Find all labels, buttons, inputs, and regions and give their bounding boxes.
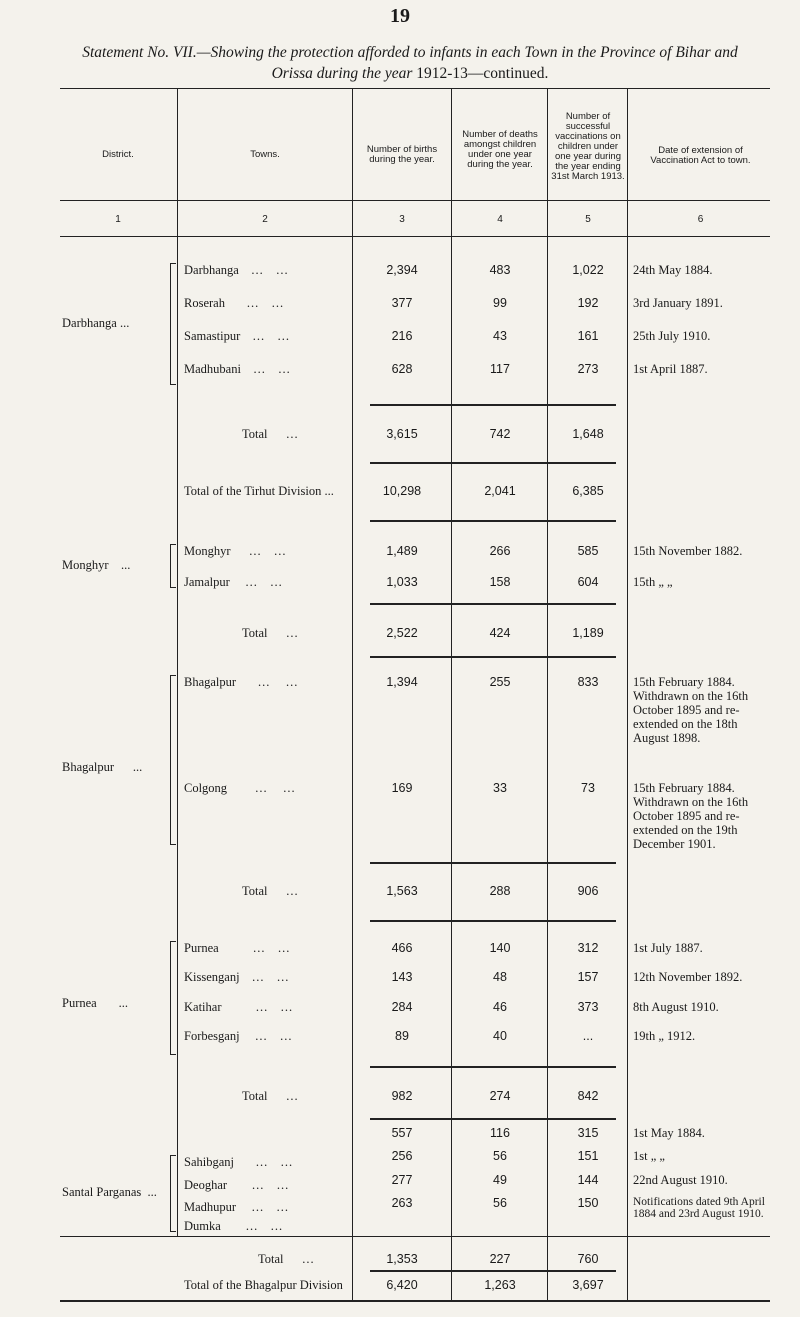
deaths-total-cell: 742 — [489, 427, 511, 441]
deaths-cell: 56 — [493, 1149, 507, 1163]
total-rule — [370, 1118, 616, 1120]
total-rule — [370, 862, 616, 864]
vaccinations-cell: 150 — [577, 1196, 599, 1210]
births-total-cell: 1,563 — [386, 884, 418, 898]
header-births: Number of births during the year. — [366, 144, 438, 165]
extension-date-cell: 19th „ 1912. — [633, 1029, 696, 1043]
births-cell: 1,033 — [386, 575, 418, 589]
col-divider-2 — [352, 1236, 353, 1300]
town-name: Deoghar ... ... — [184, 1178, 290, 1192]
births-cell: 277 — [391, 1173, 413, 1187]
extension-date-cell: 1st „ „ — [633, 1149, 665, 1163]
col-divider-1 — [177, 88, 178, 1236]
deaths-cell: 99 — [493, 296, 507, 310]
vaccinations-cell: 373 — [577, 1000, 599, 1014]
district-brace — [170, 675, 176, 845]
col-number-2: 2 — [262, 214, 268, 225]
deaths-cell: 117 — [490, 362, 510, 376]
births-cell: 628 — [391, 362, 413, 376]
births-cell: 1,489 — [386, 544, 418, 558]
deaths-cell: 255 — [489, 675, 511, 689]
vaccinations-total-cell: 760 — [577, 1252, 599, 1266]
header-deaths: Number of deaths amongst children under one year during the year. — [462, 129, 538, 170]
births-cell: 557 — [391, 1126, 413, 1140]
division-total-label: Total of the Tirhut Division ... — [184, 484, 334, 498]
births-cell: 143 — [391, 970, 413, 984]
header-district: District. — [102, 149, 134, 160]
col-divider-3 — [451, 88, 452, 1236]
town-name: Sahibganj ... ... — [184, 1155, 294, 1169]
vaccinations-total-cell: 1,189 — [572, 626, 604, 640]
town-name: Roserah ... ... — [184, 296, 285, 310]
extension-date-cell: 15th February 1884. Withdrawn on the 16th October 1895 and re-extended on the 18th August 1898. — [633, 675, 749, 745]
town-name: Monghyr ... ... — [184, 544, 287, 558]
births-total-cell: 2,522 — [386, 626, 418, 640]
division-total-label: Total of the Bhagalpur Division — [184, 1278, 343, 1292]
district-purnea: Purnea ... — [62, 996, 128, 1010]
total-rule — [370, 520, 616, 522]
deaths-cell: 140 — [489, 941, 511, 955]
deaths-total-cell: 288 — [489, 884, 511, 898]
total-rule — [370, 656, 616, 658]
births-total-cell: 10,298 — [382, 484, 422, 498]
town-name: Bhagalpur ... ... — [184, 675, 299, 689]
deaths-cell: 483 — [489, 263, 511, 277]
deaths-cell: 40 — [493, 1029, 507, 1043]
total-rule — [370, 462, 616, 464]
births-cell: 1,394 — [386, 675, 418, 689]
extension-date-cell: 15th „ „ — [633, 575, 673, 589]
col-number-1: 1 — [115, 214, 121, 225]
table-bottom-rule — [60, 1236, 770, 1237]
page-bottom-rule — [60, 1300, 770, 1302]
title-line-1: Statement No. VII.—Showing the protection afforded to infants in each Town in the Province of Bihar and — [82, 44, 738, 61]
deaths-total-cell: 274 — [489, 1089, 511, 1103]
vaccinations-total-cell: 906 — [577, 884, 599, 898]
births-total-cell: 3,615 — [386, 427, 418, 441]
vaccinations-cell: 312 — [577, 941, 599, 955]
vaccinations-cell: 833 — [577, 675, 599, 689]
births-cell: 377 — [391, 296, 413, 310]
deaths-cell: 33 — [493, 781, 507, 795]
town-name: Forbesganj ... ... — [184, 1029, 293, 1043]
town-name: Colgong ... ... — [184, 781, 296, 795]
extension-date-cell: 25th July 1910. — [633, 329, 711, 343]
col-number-4: 4 — [497, 214, 503, 225]
births-cell: 89 — [395, 1029, 409, 1043]
vaccinations-cell: ... — [582, 1029, 594, 1043]
births-cell: 216 — [391, 329, 413, 343]
col-number-3: 3 — [399, 214, 405, 225]
town-name: Kissenganj ... ... — [184, 970, 290, 984]
col-divider-5 — [627, 1236, 628, 1300]
district-brace — [170, 544, 176, 588]
vaccinations-cell: 273 — [577, 362, 599, 376]
vaccinations-cell: 144 — [577, 1173, 599, 1187]
col-number-5: 5 — [585, 214, 591, 225]
vaccinations-cell: 161 — [577, 329, 599, 343]
deaths-cell: 116 — [490, 1126, 510, 1140]
town-name: Dumka ... ... — [184, 1219, 284, 1233]
town-name: Darbhanga ... ... — [184, 263, 289, 277]
deaths-cell: 48 — [493, 970, 507, 984]
title-line-2-plain: 1912-13—continued. — [416, 65, 549, 82]
deaths-total-cell: 227 — [489, 1252, 511, 1266]
births-cell: 284 — [391, 1000, 413, 1014]
district-monghyr: Monghyr ... — [62, 558, 131, 572]
town-name: Jamalpur ... ... — [184, 575, 283, 589]
deaths-cell: 266 — [489, 544, 511, 558]
town-name: Katihar ... ... — [184, 1000, 294, 1014]
header-rule — [60, 200, 770, 201]
col-divider-2 — [352, 88, 353, 1236]
vaccinations-cell: 604 — [577, 575, 599, 589]
total-label: Total ... — [242, 626, 299, 640]
total-rule — [370, 920, 616, 922]
extension-date-cell: 15th November 1882. — [633, 544, 743, 558]
total-rule — [370, 1066, 616, 1068]
extension-date-cell: 24th May 1884. — [633, 263, 713, 277]
page-number: 19 — [390, 5, 410, 27]
extension-date-cell: 3rd January 1891. — [633, 296, 723, 310]
colno-rule — [60, 236, 770, 237]
vaccinations-total-cell: 1,648 — [572, 427, 604, 441]
vaccinations-cell: 1,022 — [572, 263, 604, 277]
town-name: Purnea ... ... — [184, 941, 291, 955]
vaccinations-cell: 157 — [577, 970, 599, 984]
table-top-rule — [60, 88, 770, 89]
vaccinations-cell: 585 — [577, 544, 599, 558]
births-cell: 466 — [391, 941, 413, 955]
extension-date-cell: 15th February 1884. Withdrawn on the 16th October 1895 and re-extended on the 19th December 1901. — [633, 781, 749, 851]
extension-date-cell: 8th August 1910. — [633, 1000, 719, 1014]
extension-date-cell: 22nd August 1910. — [633, 1173, 728, 1187]
page-title — [60, 42, 760, 84]
deaths-cell: 158 — [489, 575, 511, 589]
title-line-2-italic: Orissa during the year — [271, 65, 417, 82]
births-cell: 263 — [391, 1196, 413, 1210]
total-rule — [370, 603, 616, 605]
vaccinations-cell: 315 — [577, 1126, 599, 1140]
vaccinations-cell: 73 — [581, 781, 595, 795]
col-divider-4 — [547, 1236, 548, 1300]
district-brace — [170, 941, 176, 1055]
vaccinations-total-cell: 842 — [577, 1089, 599, 1103]
col-divider-4 — [547, 88, 548, 1236]
col-number-6: 6 — [697, 214, 704, 225]
total-label: Total ... — [242, 884, 299, 898]
district-bhagalpur: Bhagalpur ... — [62, 760, 143, 774]
total-label: Total ... — [258, 1252, 315, 1266]
total-label: Total ... — [242, 1089, 299, 1103]
extension-date-cell: 1st May 1884. — [633, 1126, 705, 1140]
district-santal-parganas: Santal Parganas ... — [62, 1185, 157, 1199]
vaccinations-cell: 151 — [577, 1149, 599, 1163]
births-cell: 169 — [391, 781, 413, 795]
births-total-cell: 982 — [391, 1089, 413, 1103]
deaths-total-cell: 2,041 — [484, 484, 516, 498]
district-brace — [170, 1155, 176, 1232]
deaths-cell: 49 — [493, 1173, 507, 1187]
total-rule — [370, 1270, 616, 1272]
total-label: Total ... — [242, 427, 299, 441]
deaths-cell: 56 — [493, 1196, 507, 1210]
town-name: Madhubani ... ... — [184, 362, 291, 376]
district-darbhanga: Darbhanga ... — [62, 316, 130, 330]
deaths-total-cell: 424 — [489, 626, 511, 640]
extension-date-cell: 1st April 1887. — [633, 362, 708, 376]
total-rule — [370, 404, 616, 406]
deaths-total-cell: 1,263 — [484, 1278, 516, 1292]
vaccinations-total-cell: 3,697 — [572, 1278, 604, 1292]
births-cell: 256 — [391, 1149, 413, 1163]
births-total-cell: 1,353 — [386, 1252, 418, 1266]
header-extension: Date of extension of Vaccination Act to town. — [650, 145, 751, 166]
extension-date-cell: Notifications dated 9th April 1884 and 23rd August 1910. — [633, 1196, 765, 1220]
title-line-2 — [60, 63, 760, 84]
district-brace — [170, 263, 176, 385]
deaths-cell: 43 — [493, 329, 507, 343]
births-cell: 2,394 — [386, 263, 418, 277]
deaths-cell: 46 — [493, 1000, 507, 1014]
extension-date-cell: 1st July 1887. — [633, 941, 703, 955]
header-vaccinations: Number of successful vaccinations on children under one year during the year ending 31st March 1913. — [551, 111, 625, 182]
births-total-cell: 6,420 — [386, 1278, 418, 1292]
header-towns: Towns. — [250, 149, 280, 160]
vaccinations-cell: 192 — [577, 296, 599, 310]
extension-date-cell: 12th November 1892. — [633, 970, 743, 984]
town-name: Madhupur ... ... — [184, 1200, 289, 1214]
town-name: Samastipur ... ... — [184, 329, 290, 343]
col-divider-5 — [627, 88, 628, 1236]
vaccinations-total-cell: 6,385 — [572, 484, 604, 498]
col-divider-3 — [451, 1236, 452, 1300]
